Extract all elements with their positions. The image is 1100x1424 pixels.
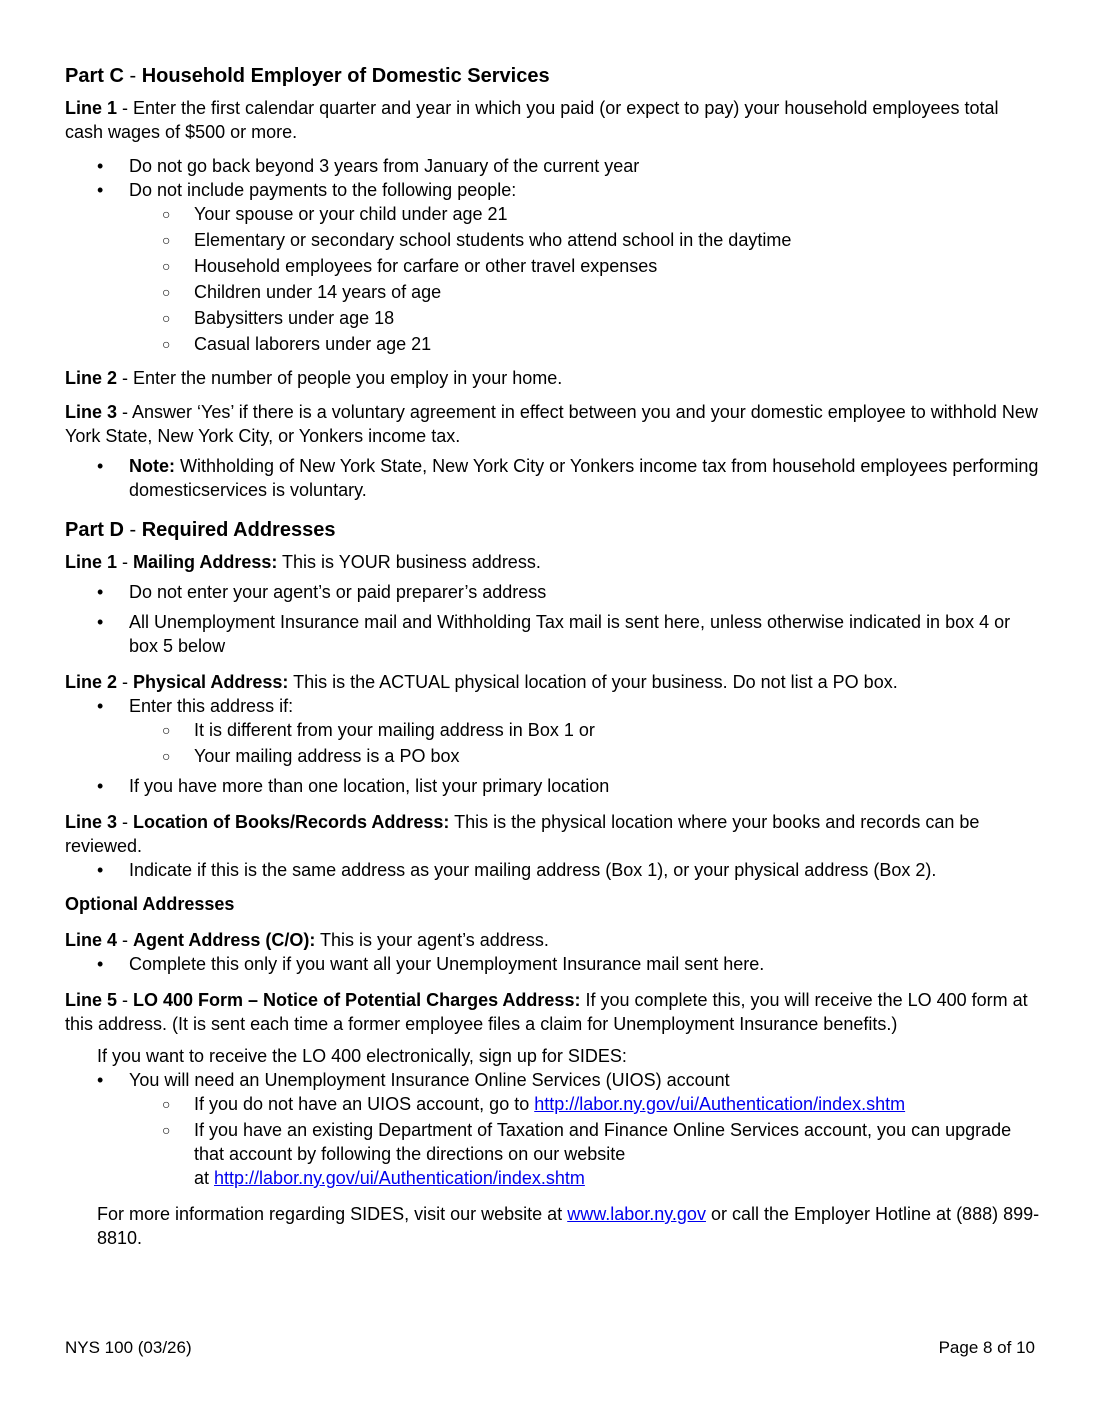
list-item-text: If you do not have an UIOS account, go to [194,1094,535,1114]
list-item-text: Enter this address if: [129,696,294,716]
uios-authentication-link[interactable]: http://labor.ny.gov/ui/Authentication/index.shtm [214,1168,585,1188]
uios-authentication-link[interactable]: http://labor.ny.gov/ui/Authentication/index.shtm [534,1094,906,1114]
part-d-label: Part D [65,519,124,541]
part-c-label: Part C [65,65,124,87]
list-item: ○ Children under 14 years of age [129,280,1040,304]
list-item: • If you have more than one location, list your primary location [65,774,1040,798]
list-item: ○ Elementary or secondary school students who attend school in the daytime [129,228,1040,252]
part-c-line1 [65,96,1040,144]
line-sep: - [117,812,134,832]
list-item-text: If you have an existing Department of Taxation and Finance Online Services account, you can upgrade that account by following the directions on our website [194,1120,1012,1164]
list-item: • Do not enter your agent’s or paid preparer’s address [65,580,1040,604]
line-sep: - [117,930,134,950]
line-label: Line 2 [65,672,118,692]
part-c-heading [65,62,1040,90]
part-d-line5-bullets [65,1068,1040,1190]
line-label: Line 4 [65,930,118,950]
list-item [65,178,1040,356]
list-item: ○ Casual laborers under age 21 [129,332,1040,356]
part-d-line4 [65,928,1040,952]
part-c-line2 [65,366,1040,390]
part-c-title: Household Employer of Domestic Services [141,65,550,87]
line-bold: Location of Books/Records Address: [133,812,450,832]
list-item [129,1092,1040,1116]
address-conditions-list [129,718,1040,768]
line-label: Line 5 [65,990,118,1010]
part-d-line1 [65,550,1040,574]
line-bold: Mailing Address: [133,552,278,572]
sides-more-info [65,1202,1040,1250]
line-label: Line 2 [65,368,118,388]
list-item [65,1068,1040,1190]
list-item: ○ It is different from your mailing address in Box 1 or [129,718,1040,742]
list-item [65,694,1040,768]
line-text: - Answer ‘Yes’ if there is a voluntary agreement in effect between you and your domestic employee to withhold New York State, New York City, or Yonkers income tax. [65,402,1038,446]
more-info-text: For more information regarding SIDES, visit our website at [97,1204,568,1224]
line-label: Line 1 [65,552,118,572]
line-text: This is the ACTUAL physical location of your business. Do not list a PO box. [288,672,898,692]
list-item-text: You will need an Unemployment Insurance Online Services (UIOS) account [129,1070,730,1090]
part-d-title: Required Addresses [141,519,336,541]
list-item: ○ Your mailing address is a PO box [129,744,1040,768]
line-text: - Enter the number of people you employ in your home. [117,368,563,388]
list-item: ○ Household employees for carfare or other travel expenses [129,254,1040,278]
list-item [65,454,1040,502]
line-text: - Enter the first calendar quarter and year in which you paid (or expect to pay) your household employees total cash wages of $500 or more. [65,98,999,142]
line-label: Line 3 [65,402,118,422]
part-d-line5 [65,988,1040,1036]
line-sep: - [117,552,134,572]
part-c-line1-bullets [65,154,1040,356]
note-label: Note: [129,456,175,476]
line-text: This is your agent’s address. [315,930,549,950]
sides-intro: If you want to receive the LO 400 electronically, sign up for SIDES: [97,1046,627,1066]
part-c-line3-bullets [65,454,1040,502]
part-d-line2 [65,670,1040,694]
line-sep: - [117,990,134,1010]
line-bold: LO 400 Form – Notice of Potential Charges Address: [133,990,581,1010]
line-bold: Physical Address: [133,672,289,692]
part-d-line3-bullets [65,858,1040,882]
line-sep: - [117,672,134,692]
part-d-line4-bullets [65,952,1040,976]
more-info-text: or call the Employer Hotline at (888) 899-8810. [97,1204,1040,1248]
line-label: Line 3 [65,812,118,832]
optional-addresses-heading: Optional Addresses [65,894,235,914]
line-bold: Agent Address (C/O): [133,930,316,950]
list-item: • All Unemployment Insurance mail and Withholding Tax mail is sent here, unless otherwise indicated in box 4 or box 5 below [65,610,1040,658]
document-page [65,62,1040,1250]
line-label: Line 1 [65,98,118,118]
excluded-people-list [129,202,1040,356]
list-item-text: at [194,1168,215,1188]
list-item: • Indicate if this is the same address as your mailing address (Box 1), or your physical address (Box 2). [65,858,1040,882]
part-d-heading [65,516,1040,544]
form-identifier: NYS 100 (03/26) [65,1338,192,1357]
list-item: • Complete this only if you want all your Unemployment Insurance mail sent here. [65,952,1040,976]
page-number: Page 8 of 10 [938,1338,1035,1357]
line-text: This is YOUR business address. [277,552,541,572]
part-d-line1-bullets [65,580,1040,658]
list-item: • Do not go back beyond 3 years from January of the current year [65,154,1040,178]
list-item [129,1118,1040,1190]
part-d-separator: - [123,519,142,541]
note-text: Withholding of New York State, New York City or Yonkers income tax from household employees performing domesticservices is voluntary. [129,456,1039,500]
list-item-text: Do not include payments to the following people: [129,180,517,200]
part-d-line2-bullets [65,694,1040,798]
list-item: ○ Babysitters under age 18 [129,306,1040,330]
part-d-line3 [65,810,1040,858]
labor-website-link[interactable]: www.labor.ny.gov [567,1204,706,1224]
uios-account-list [129,1092,1040,1190]
line-text: This is the physical location where your books and records can be reviewed. [65,812,980,856]
part-c-separator: - [123,65,142,87]
list-item: ○ Your spouse or your child under age 21 [129,202,1040,226]
line-text: If you complete this, you will receive the LO 400 form at this address. (It is sent each time a former employee files a claim for Unemployment Insurance benefits.) [65,990,1028,1034]
part-c-line3 [65,400,1040,448]
